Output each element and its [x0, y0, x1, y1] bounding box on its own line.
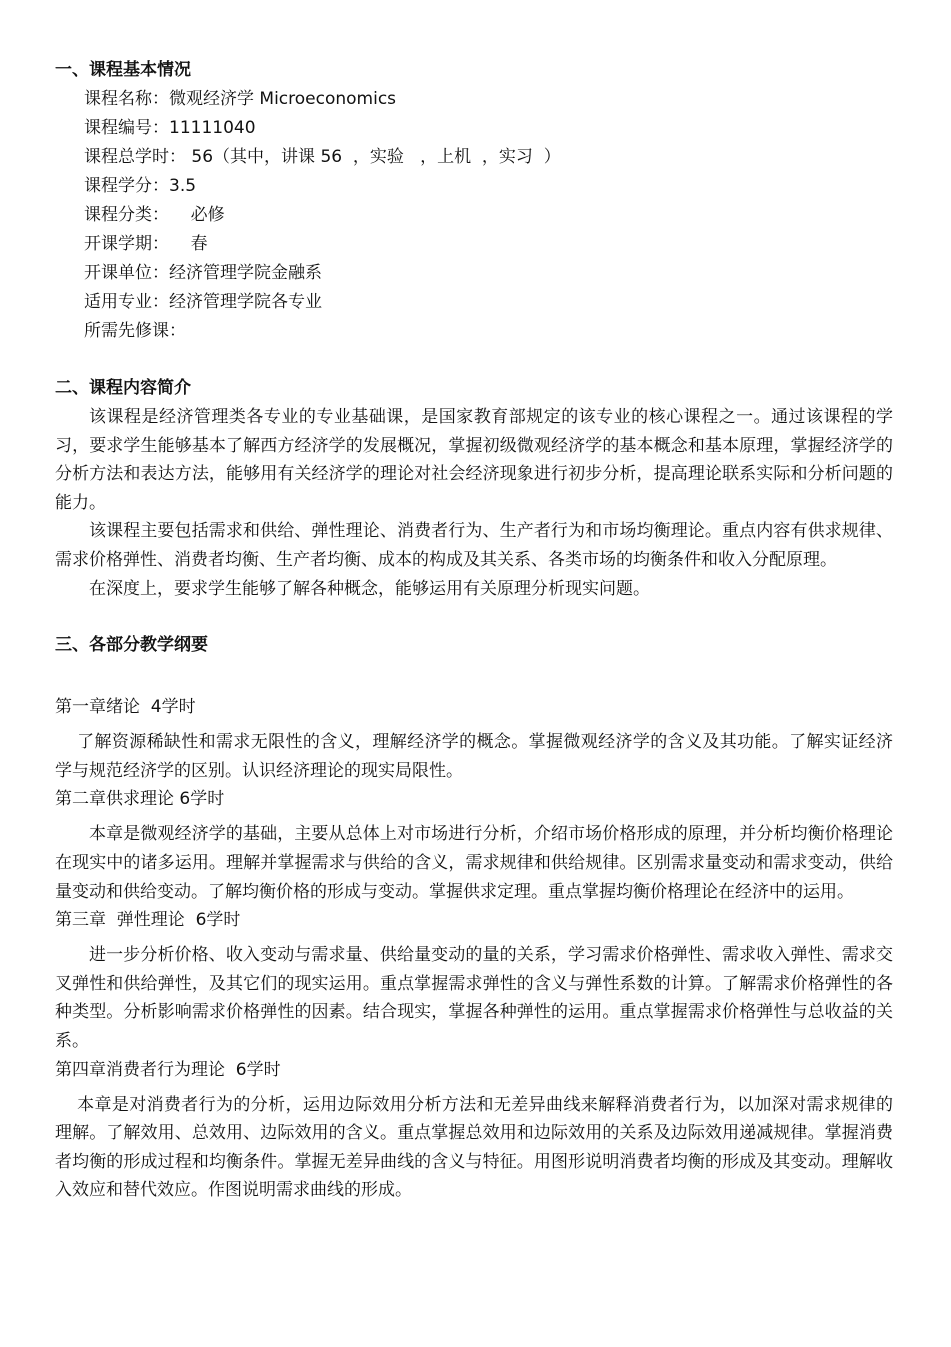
- intro-paragraph-1: 该课程是经济管理类各专业的专业基础课，是国家教育部规定的该专业的核心课程之一。通过该课程的学习，要求学生能够基本了解西方经济学的发展概况，掌握初级微观经济学的基本概念和基本原理，掌握经济学的分析方法和表达方法，能够用有关经济学的理论对社会经济现象进行初步分析，提高理论联系实际和分析问题的能力。: [55, 407, 893, 513]
- course-majors: 适用专业：经济管理学院各专业: [84, 292, 322, 312]
- course-name: 课程名称：微观经济学 Microeconomics: [84, 89, 397, 109]
- course-semester: 开课学期： 春: [84, 234, 208, 254]
- chapter-4-title: 第四章消费者行为理论 6学时: [55, 1059, 281, 1080]
- course-total-hours: 课程总学时： 56（其中，讲课 56 ，实验 ，上机 ，实习 ）: [84, 147, 561, 167]
- intro-paragraph-3: 在深度上，要求学生能够了解各种概念，能够运用有关原理分析现实问题。: [89, 578, 650, 599]
- chapter-4-body: 本章是对消费者行为的分析，运用边际效用分析方法和无差异曲线来解释消费者行为，以加深对需求规律的理解。了解效用、总效用、边际效用的含义。重点掌握总效用和边际效用的关系及边际效用递减规律。掌握消费者均衡的形成过程和均衡条件。掌握无差异曲线的含义与特征。用图形说明消费者均衡的形成及其变动。理解收入效应和替代效应。作图说明需求曲线的形成。: [55, 1094, 893, 1201]
- chapter-2-body: 本章是微观经济学的基础，主要从总体上对市场进行分析，介绍市场价格形成的原理，并分析均衡价格理论在现实中的诸多运用。理解并掌握需求与供给的含义，需求规律和供给规律。区别需求量变动和需求变动，供给量变动和供给变动。了解均衡价格的形成与变动。掌握供求定理。重点掌握均衡价格理论在经济中的运用。: [55, 824, 893, 902]
- section-heading-basic-info: 一、课程基本情况: [55, 60, 191, 80]
- course-info-list: [55, 85, 893, 346]
- course-code: 课程编号：11111040: [84, 118, 256, 138]
- intro-paragraph-2: 该课程主要包括需求和供给、弹性理论、消费者行为、生产者行为和市场均衡理论。重点内容有供求规律、需求价格弹性、消费者均衡、生产者均衡、成本的构成及其关系、各类市场的均衡条件和收入分配原理。: [55, 521, 893, 570]
- chapter-3-body: 进一步分析价格、收入变动与需求量、供给量变动的量的关系，学习需求价格弹性、需求收入弹性、需求交叉弹性和供给弹性，及其它们的现实运用。重点掌握需求弹性的含义与弹性系数的计算。了解需求价格弹性的各种类型。分析影响需求价格弹性的因素。结合现实，掌握各种弹性的运用。重点掌握需求价格弹性与总收益的关系。: [55, 945, 893, 1051]
- section-heading-intro: 二、课程内容简介: [55, 378, 191, 398]
- chapter-1-title: 第一章绪论 4学时: [55, 697, 196, 718]
- course-category: 课程分类： 必修: [84, 205, 225, 225]
- chapter-3-title: 第三章 弹性理论 6学时: [55, 910, 241, 931]
- course-credits: 课程学分：3.5: [84, 176, 197, 196]
- chapter-1-body: 了解资源稀缺性和需求无限性的含义，理解经济学的概念。掌握微观经济学的含义及其功能。了解实证经济学与规范经济学的区别。认识经济理论的现实局限性。: [55, 732, 893, 781]
- section-heading-outline: 三、各部分教学纲要: [55, 635, 208, 656]
- course-prerequisites: 所需先修课：: [84, 321, 186, 341]
- course-department: 开课单位：经济管理学院金融系: [84, 263, 322, 283]
- syllabus-page: [55, 56, 893, 1205]
- chapter-2-title: 第二章供求理论 6学时: [55, 789, 225, 810]
